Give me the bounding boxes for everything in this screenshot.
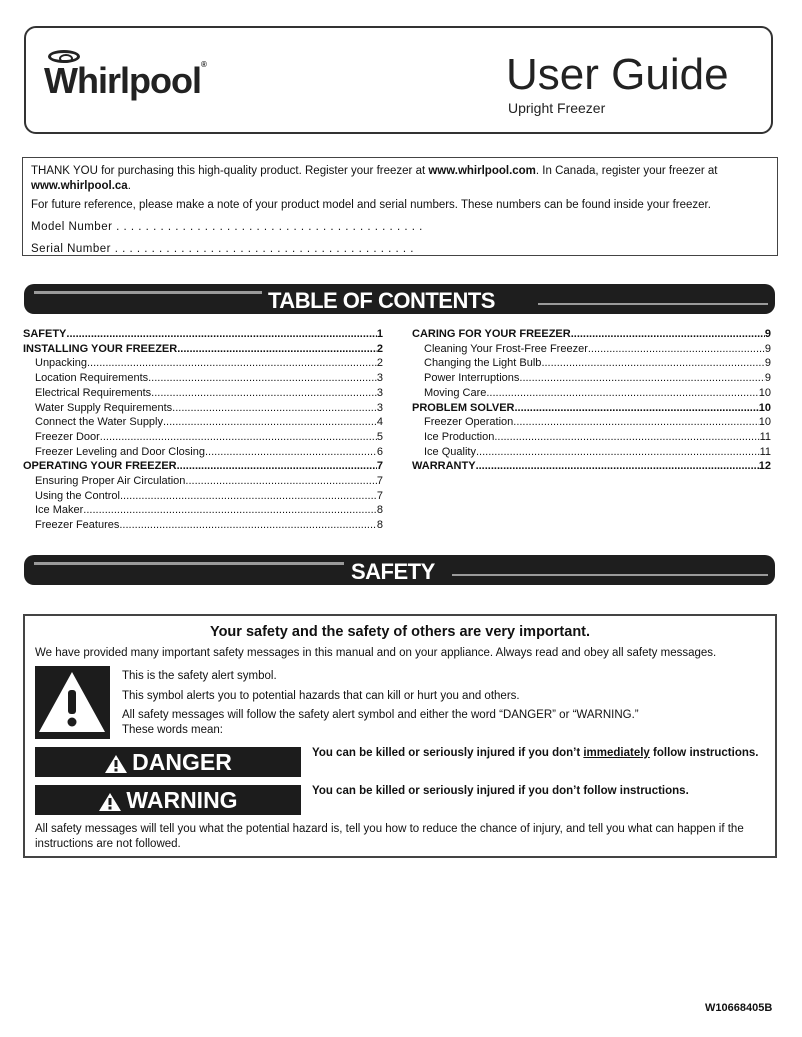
toc-leader-dots <box>163 415 377 430</box>
safety-intro: We have provided many important safety messages in this manual and on your appliance. Always read and obey all safety messages. <box>35 647 717 659</box>
toc-entry-title: Connect the Water Supply <box>35 416 163 429</box>
toc-entry-title: Ice Maker <box>35 504 84 517</box>
toc-entry[interactable] <box>412 459 771 474</box>
toc-entry[interactable] <box>412 415 771 430</box>
toc-entry[interactable] <box>412 401 771 416</box>
toc-entry[interactable] <box>412 342 771 357</box>
toc-leader-dots <box>83 503 377 518</box>
toc-entry-title: Electrical Requirements <box>35 386 152 399</box>
toc-entry[interactable] <box>23 503 383 518</box>
safety-line-4: These words mean: <box>122 724 223 736</box>
danger-label: DANGER <box>132 749 232 775</box>
danger-message <box>312 747 758 759</box>
toc-leader-dots <box>120 489 377 504</box>
danger-message-a: You can be killed or seriously injured if you don’t <box>312 747 584 759</box>
danger-message-b: follow instructions. <box>649 747 759 759</box>
safety-footer: All safety messages will tell you what the potential hazard is, tell you how to reduce the chance of injury, and tell you what can happen if the instructions are not followed. <box>35 823 744 850</box>
toc-entry-title: Changing the Light Bulb <box>424 357 542 370</box>
toc-leader-dots <box>66 327 376 342</box>
toc-entry-title: Freezer Features <box>35 519 120 532</box>
toc-entry-page: 9 <box>764 342 771 355</box>
toc-entry[interactable] <box>412 386 771 401</box>
toc-entry-page: 10 <box>758 401 771 414</box>
toc-entry-title: OPERATING YOUR FREEZER <box>23 460 177 473</box>
toc-leader-dots <box>177 459 377 474</box>
toc-entry[interactable] <box>23 518 383 533</box>
link-whirlpool-ca[interactable]: www.whirlpool.ca <box>31 180 128 192</box>
danger-alert-icon <box>104 754 128 774</box>
safety-heading: SAFETY <box>351 559 435 584</box>
page-subtitle: Upright Freezer <box>508 100 606 116</box>
toc-entry-page: 8 <box>376 504 383 517</box>
toc-entry[interactable] <box>23 415 383 430</box>
toc-entry-page: 10 <box>758 386 771 399</box>
toc-entry[interactable] <box>412 371 771 386</box>
toc-entry-title: CARING FOR YOUR FREEZER <box>412 328 571 340</box>
toc-entry-page: 3 <box>376 401 383 414</box>
toc-entry-title: Cleaning Your Frost-Free Freezer <box>424 342 588 355</box>
toc-entry-title: Freezer Door <box>35 430 100 443</box>
toc-entry-title: Freezer Leveling and Door Closing <box>35 445 205 458</box>
toc-entry-page: 11 <box>759 445 771 458</box>
toc-leader-dots <box>119 518 377 533</box>
toc-entry-page: 3 <box>376 372 383 385</box>
model-number-line: Model Number . . . . . . . . . . . . . . . . . . . . . . . . . . . . . . . . . . . . . . . . . . <box>31 221 423 233</box>
toc-leader-dots <box>588 342 765 357</box>
warning-signal-word <box>35 785 301 815</box>
registration-text <box>31 164 769 194</box>
toc-right-column <box>412 327 771 474</box>
toc-leader-dots <box>519 371 764 386</box>
toc-entry-title: Water Supply Requirements <box>35 401 173 414</box>
toc-leader-dots <box>100 430 377 445</box>
toc-entry-title: Power Interruptions <box>424 372 520 385</box>
toc-entry-title: SAFETY <box>23 328 67 340</box>
toc-leader-dots <box>185 474 376 489</box>
toc-entry[interactable] <box>23 489 383 504</box>
toc-entry-page: 4 <box>376 416 383 429</box>
toc-heading-bar <box>24 284 775 314</box>
toc-entry-title: Moving Care <box>424 386 487 399</box>
toc-entry[interactable] <box>412 445 771 460</box>
toc-entry-page: 7 <box>376 475 383 488</box>
toc-entry-page: 8 <box>376 519 383 532</box>
toc-entry-page: 2 <box>376 342 383 355</box>
toc-entry[interactable] <box>23 356 383 371</box>
toc-leader-dots <box>476 445 760 460</box>
registration-text-b: . In Canada, register your freezer at <box>535 165 718 177</box>
safety-line-1: This is the safety alert symbol. <box>122 670 277 682</box>
registration-text-a: THANK YOU for purchasing this high-quality product. Register your freezer at <box>31 165 429 177</box>
note-text: For future reference, please make a note of your product model and serial numbers. These numbers can be found inside your freezer. <box>31 199 711 211</box>
toc-entry-title: INSTALLING YOUR FREEZER <box>23 342 178 355</box>
toc-entry-title: Ensuring Proper Air Circulation <box>35 475 186 488</box>
toc-leader-dots <box>87 356 377 371</box>
toc-entry-title: Using the Control <box>35 489 120 502</box>
toc-entry-page: 10 <box>758 416 771 429</box>
toc-leader-dots <box>205 445 377 460</box>
toc-entry-title: PROBLEM SOLVER <box>412 401 515 414</box>
warning-alert-icon <box>98 792 122 812</box>
safety-line-3: All safety messages will follow the safety alert symbol and either the word “DANGER” or “WARNING.” <box>122 709 639 721</box>
toc-entry[interactable] <box>412 327 771 342</box>
document-number: W10668405B <box>705 1002 773 1014</box>
toc-entry-title: Unpacking <box>35 357 87 370</box>
warning-message: You can be killed or seriously injured if you don’t follow instructions. <box>312 785 689 797</box>
toc-entry[interactable] <box>23 342 383 357</box>
safety-box-title: Your safety and the safety of others are very important. <box>209 624 591 640</box>
toc-entry[interactable] <box>23 386 383 401</box>
registration-box <box>22 157 778 256</box>
toc-left-column <box>23 327 383 533</box>
whirlpool-logo: Whirlpool® <box>44 46 224 116</box>
safety-line-2: This symbol alerts you to potential hazards that can kill or hurt you and others. <box>122 690 520 702</box>
toc-entry-page: 9 <box>764 357 771 370</box>
toc-leader-dots <box>172 401 377 416</box>
toc-entry-title: Freezer Operation <box>424 416 514 429</box>
toc-leader-dots <box>177 342 377 357</box>
link-whirlpool-com[interactable]: www.whirlpool.com <box>428 165 536 177</box>
toc-entry-page: 7 <box>376 460 383 473</box>
toc-entry[interactable] <box>23 474 383 489</box>
registration-text-c: . <box>127 180 131 192</box>
toc-entry-page: 5 <box>376 430 383 443</box>
toc-leader-dots <box>494 430 759 445</box>
toc-entry[interactable] <box>23 401 383 416</box>
toc-entry[interactable] <box>23 371 383 386</box>
toc-leader-dots <box>514 401 758 416</box>
toc-entry-title: Ice Production <box>424 430 495 443</box>
serial-number-line: Serial Number . . . . . . . . . . . . . . . . . . . . . . . . . . . . . . . . . . . . . . . . . <box>31 243 414 255</box>
toc-entry[interactable] <box>23 430 383 445</box>
safety-alert-icon <box>35 666 110 739</box>
toc-entry-page: 6 <box>376 445 383 458</box>
toc-leader-dots <box>486 386 758 401</box>
toc-heading: TABLE OF CONTENTS <box>268 288 495 313</box>
toc-entry[interactable] <box>412 430 771 445</box>
toc-entry[interactable] <box>23 459 383 474</box>
toc-leader-dots <box>151 386 377 401</box>
toc-entry[interactable] <box>23 445 383 460</box>
toc-entry-page: 1 <box>376 328 383 340</box>
toc-entry-page: 9 <box>764 372 771 385</box>
toc-entry[interactable] <box>23 327 383 342</box>
warning-label: WARNING <box>126 787 238 813</box>
toc-entry-page: 12 <box>758 460 771 473</box>
toc-entry-page: 11 <box>759 430 771 443</box>
toc-entry-title: WARRANTY <box>412 460 476 473</box>
safety-heading-bar <box>24 555 775 585</box>
toc-entry-page: 3 <box>376 386 383 399</box>
toc-leader-dots <box>541 356 764 371</box>
toc-entry-title: Location Requirements <box>35 372 149 385</box>
toc-entry-page: 2 <box>376 357 383 370</box>
safety-box <box>23 614 777 858</box>
toc-entry[interactable] <box>412 356 771 371</box>
toc-leader-dots <box>148 371 377 386</box>
danger-signal-word <box>35 747 301 777</box>
toc-entry-title: Ice Quality <box>424 445 476 458</box>
header-box <box>24 26 773 134</box>
danger-message-emphasis: immediately <box>583 747 650 759</box>
toc-leader-dots <box>513 415 758 430</box>
toc-leader-dots <box>476 459 759 474</box>
toc-entry-page: 7 <box>376 489 383 502</box>
toc-entry-page: 9 <box>764 328 771 340</box>
brand-name: Whirlpool <box>44 60 201 101</box>
toc-leader-dots <box>571 327 765 342</box>
page-title: User Guide <box>506 50 729 99</box>
